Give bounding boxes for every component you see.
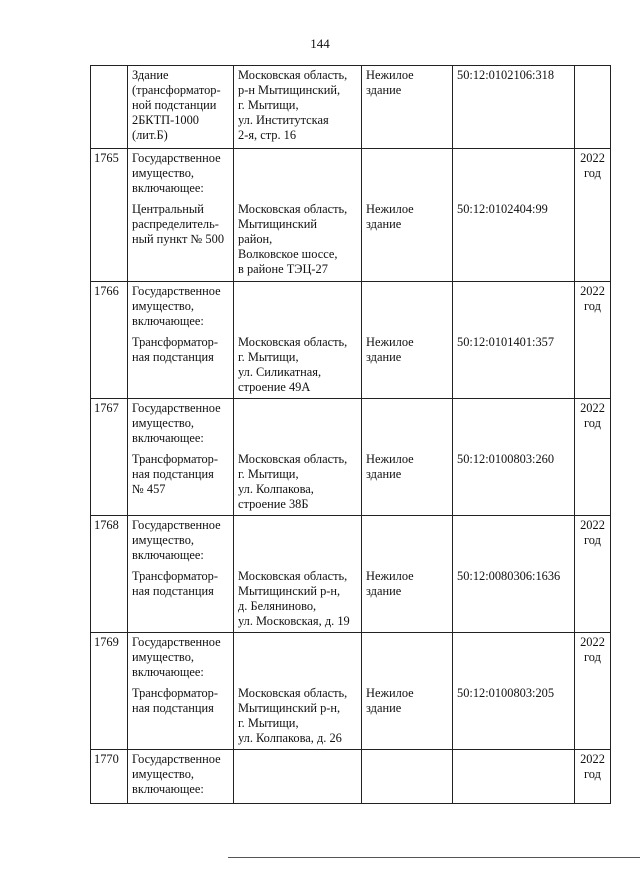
row-number-cell bbox=[91, 516, 128, 633]
row-number: 1766 bbox=[94, 284, 119, 298]
cadastral-number-cell bbox=[453, 282, 575, 399]
object-name-line: распределитель- bbox=[132, 217, 219, 231]
cadastral-number: 50:12:0100803:205 bbox=[457, 686, 555, 700]
object-type-line: здание bbox=[366, 217, 402, 231]
year-line: год bbox=[584, 416, 601, 430]
object-name-cell bbox=[128, 282, 234, 399]
group-heading-line: Государственное bbox=[132, 752, 221, 766]
table-row bbox=[91, 66, 611, 149]
cadastral-number-cell bbox=[453, 516, 575, 633]
address-line: строение 38Б bbox=[238, 497, 309, 511]
object-type-line: Нежилое bbox=[366, 569, 414, 583]
group-heading-line: Государственное bbox=[132, 518, 221, 532]
row-number: 1768 bbox=[94, 518, 119, 532]
row-number-cell bbox=[91, 399, 128, 516]
year-line: год bbox=[584, 650, 601, 664]
year-line: год bbox=[584, 767, 601, 781]
cadastral-number: 50:12:0101401:357 bbox=[457, 335, 555, 349]
object-type-line: здание bbox=[366, 350, 402, 364]
address-line: Московская область, bbox=[238, 686, 348, 700]
object-type-line: здание bbox=[366, 701, 402, 715]
group-heading-line: имущество, bbox=[132, 299, 194, 313]
object-type-cell bbox=[362, 750, 453, 804]
object-name-line: ный пункт № 500 bbox=[132, 232, 225, 246]
object-name-line: Трансформатор- bbox=[132, 335, 219, 349]
cadastral-number: 50:12:0100803:260 bbox=[457, 452, 555, 466]
year-line: 2022 bbox=[580, 518, 605, 532]
year-cell bbox=[575, 750, 611, 804]
object-type-line: Нежилое bbox=[366, 335, 414, 349]
object-type-line: здание bbox=[366, 584, 402, 598]
year-line: 2022 bbox=[580, 752, 605, 766]
row-number: 1770 bbox=[94, 752, 119, 766]
object-name-cell bbox=[128, 149, 234, 282]
group-heading-line: включающее: bbox=[132, 548, 204, 562]
year-cell bbox=[575, 149, 611, 282]
group-heading-line: имущество, bbox=[132, 416, 194, 430]
address-line: строение 49А bbox=[238, 380, 311, 394]
year-line: 2022 bbox=[580, 401, 605, 415]
object-name-cell bbox=[128, 633, 234, 750]
object-type-cell bbox=[362, 516, 453, 633]
footer-rule bbox=[228, 857, 640, 858]
address-line: Мытищинский р-н, bbox=[238, 584, 341, 598]
row-number-cell bbox=[91, 149, 128, 282]
address-line: ул. Институтская bbox=[238, 113, 329, 127]
address-line: ул. Силикатная, bbox=[238, 365, 322, 379]
address-line: Мытищинский bbox=[238, 217, 317, 231]
cadastral-number-cell bbox=[453, 66, 575, 149]
object-type-line: Нежилое bbox=[366, 68, 414, 82]
object-name-cell bbox=[128, 516, 234, 633]
object-name-line: Здание bbox=[132, 68, 169, 82]
address-cell bbox=[234, 399, 362, 516]
row-number-cell bbox=[91, 750, 128, 804]
table-row bbox=[91, 282, 611, 399]
object-name-line: ная подстанция bbox=[132, 350, 214, 364]
address-cell bbox=[234, 66, 362, 149]
group-heading-line: включающее: bbox=[132, 181, 204, 195]
object-name-line: ной подстанции bbox=[132, 98, 217, 112]
address-line: р-н Мытищинский, bbox=[238, 83, 341, 97]
object-name-line: Трансформатор- bbox=[132, 452, 219, 466]
address-line: д. Беляниново, bbox=[238, 599, 317, 613]
object-type-line: Нежилое bbox=[366, 202, 414, 216]
address-line: ул. Колпакова, д. 26 bbox=[238, 731, 342, 745]
group-heading-line: имущество, bbox=[132, 650, 194, 664]
group-heading-line: имущество, bbox=[132, 767, 194, 781]
group-heading-line: включающее: bbox=[132, 665, 204, 679]
object-name-line: № 457 bbox=[132, 482, 166, 496]
cadastral-number-cell bbox=[453, 633, 575, 750]
object-type-line: здание bbox=[366, 83, 402, 97]
row-number-cell bbox=[91, 66, 128, 149]
year-line: 2022 bbox=[580, 635, 605, 649]
table-row bbox=[91, 399, 611, 516]
year-line: год bbox=[584, 533, 601, 547]
year-line: год bbox=[584, 299, 601, 313]
object-name-line: Трансформатор- bbox=[132, 686, 219, 700]
object-type-cell bbox=[362, 66, 453, 149]
year-cell bbox=[575, 399, 611, 516]
address-line: 2-я, стр. 16 bbox=[238, 128, 297, 142]
year-line: год bbox=[584, 166, 601, 180]
cadastral-number: 50:12:0102404:99 bbox=[457, 202, 548, 216]
group-heading-line: Государственное bbox=[132, 635, 221, 649]
address-cell bbox=[234, 633, 362, 750]
address-cell bbox=[234, 149, 362, 282]
table-row bbox=[91, 750, 611, 804]
object-name-cell bbox=[128, 750, 234, 804]
object-name-line: ная подстанция bbox=[132, 467, 214, 481]
object-name-cell bbox=[128, 66, 234, 149]
group-heading-line: включающее: bbox=[132, 782, 204, 796]
cadastral-number-cell bbox=[453, 149, 575, 282]
object-name-line: 2БКТП-1000 bbox=[132, 113, 199, 127]
address-cell bbox=[234, 750, 362, 804]
address-line: г. Мытищи, bbox=[238, 467, 299, 481]
row-number: 1769 bbox=[94, 635, 119, 649]
group-heading-line: имущество, bbox=[132, 166, 194, 180]
object-name-line: Центральный bbox=[132, 202, 204, 216]
address-cell bbox=[234, 282, 362, 399]
cadastral-number-cell bbox=[453, 750, 575, 804]
row-number: 1765 bbox=[94, 151, 119, 165]
object-name-line: ная подстанция bbox=[132, 701, 214, 715]
object-type-line: здание bbox=[366, 467, 402, 481]
year-cell bbox=[575, 633, 611, 750]
object-name-line: (лит.Б) bbox=[132, 128, 168, 142]
registry-body bbox=[91, 66, 611, 804]
group-heading-line: включающее: bbox=[132, 431, 204, 445]
table-row bbox=[91, 149, 611, 282]
page-number: 144 bbox=[310, 36, 330, 51]
group-heading-line: включающее: bbox=[132, 314, 204, 328]
address-line: район, bbox=[238, 232, 273, 246]
address-line: г. Мытищи, bbox=[238, 98, 299, 112]
address-line: Московская область, bbox=[238, 569, 348, 583]
group-heading-line: Государственное bbox=[132, 401, 221, 415]
address-line: Московская область, bbox=[238, 335, 348, 349]
cadastral-number: 50:12:0080306:1636 bbox=[457, 569, 561, 583]
address-line: г. Мытищи, bbox=[238, 716, 299, 730]
object-name-line: ная подстанция bbox=[132, 584, 214, 598]
cadastral-number-cell bbox=[453, 399, 575, 516]
address-line: г. Мытищи, bbox=[238, 350, 299, 364]
group-heading-line: Государственное bbox=[132, 284, 221, 298]
row-number-cell bbox=[91, 633, 128, 750]
object-type-line: Нежилое bbox=[366, 452, 414, 466]
cadastral-number: 50:12:0102106:318 bbox=[457, 68, 555, 82]
year-cell bbox=[575, 282, 611, 399]
table-row bbox=[91, 633, 611, 750]
year-cell bbox=[575, 516, 611, 633]
address-line: Мытищинский р-н, bbox=[238, 701, 341, 715]
group-heading-line: Государственное bbox=[132, 151, 221, 165]
row-number-cell bbox=[91, 282, 128, 399]
address-line: ул. Колпакова, bbox=[238, 482, 314, 496]
property-registry-table bbox=[90, 65, 611, 804]
object-type-line: Нежилое bbox=[366, 686, 414, 700]
object-type-cell bbox=[362, 149, 453, 282]
year-cell bbox=[575, 66, 611, 149]
address-cell bbox=[234, 516, 362, 633]
address-line: Волковское шоссе, bbox=[238, 247, 338, 261]
address-line: Московская область, bbox=[238, 68, 348, 82]
group-heading-line: имущество, bbox=[132, 533, 194, 547]
object-type-cell bbox=[362, 282, 453, 399]
address-line: ул. Московская, д. 19 bbox=[238, 614, 350, 628]
object-name-line: (трансформатор- bbox=[132, 83, 221, 97]
object-name-line: Трансформатор- bbox=[132, 569, 219, 583]
year-line: 2022 bbox=[580, 284, 605, 298]
address-line: в районе ТЭЦ-27 bbox=[238, 262, 328, 276]
object-type-cell bbox=[362, 399, 453, 516]
object-type-cell bbox=[362, 633, 453, 750]
row-number: 1767 bbox=[94, 401, 119, 415]
address-line: Московская область, bbox=[238, 452, 348, 466]
table-row bbox=[91, 516, 611, 633]
address-line: Московская область, bbox=[238, 202, 348, 216]
object-name-cell bbox=[128, 399, 234, 516]
year-line: 2022 bbox=[580, 151, 605, 165]
